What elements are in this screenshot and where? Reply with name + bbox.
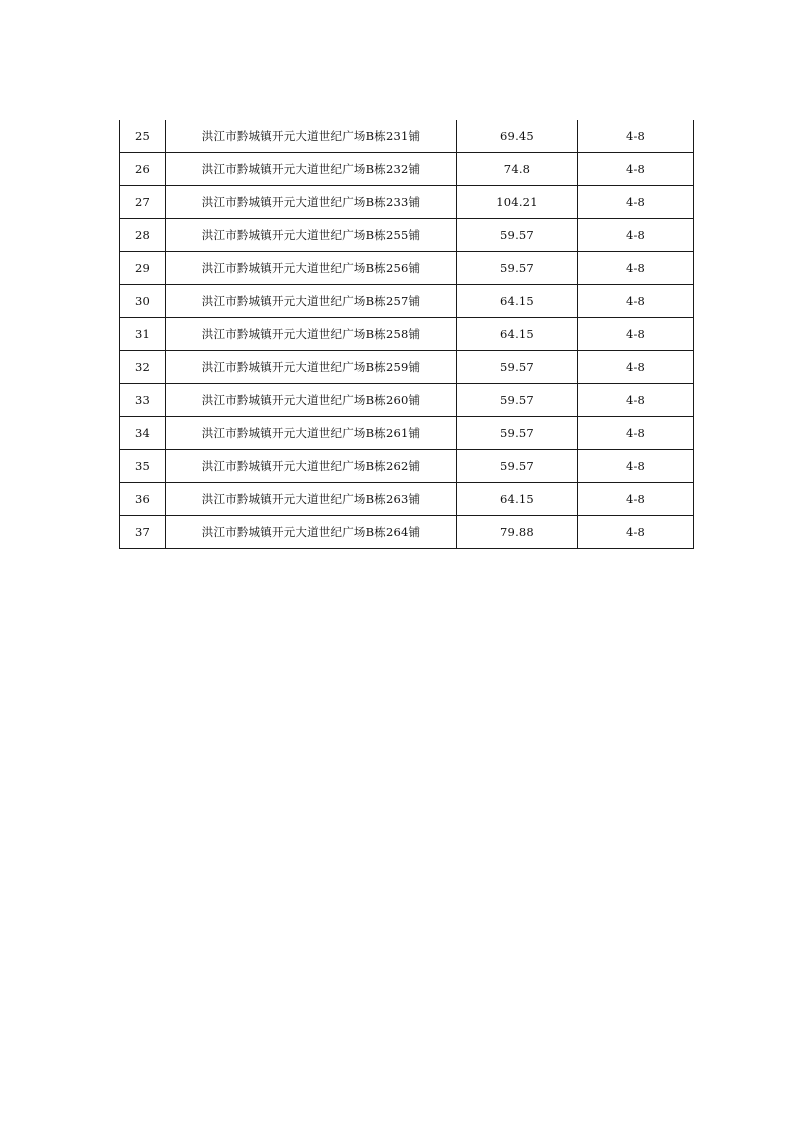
row-number-cell: 32 xyxy=(120,351,166,384)
table-row xyxy=(120,252,694,285)
table-row xyxy=(120,285,694,318)
address-cell: 洪江市黔城镇开元大道世纪广场B栋260铺 xyxy=(166,384,457,417)
row-number-cell: 25 xyxy=(120,120,166,153)
price-cell: 4-8 xyxy=(578,351,694,384)
address-cell: 洪江市黔城镇开元大道世纪广场B栋259铺 xyxy=(166,351,457,384)
price-cell: 4-8 xyxy=(578,120,694,153)
row-number-cell: 29 xyxy=(120,252,166,285)
area-cell: 59.57 xyxy=(457,417,578,450)
price-cell: 4-8 xyxy=(578,219,694,252)
area-cell: 69.45 xyxy=(457,120,578,153)
row-number-cell: 27 xyxy=(120,186,166,219)
address-cell: 洪江市黔城镇开元大道世纪广场B栋258铺 xyxy=(166,318,457,351)
table-row xyxy=(120,219,694,252)
row-number-cell: 31 xyxy=(120,318,166,351)
table-row xyxy=(120,384,694,417)
address-cell: 洪江市黔城镇开元大道世纪广场B栋256铺 xyxy=(166,252,457,285)
area-cell: 59.57 xyxy=(457,351,578,384)
address-cell: 洪江市黔城镇开元大道世纪广场B栋233铺 xyxy=(166,186,457,219)
row-number-cell: 35 xyxy=(120,450,166,483)
table-row xyxy=(120,186,694,219)
price-cell: 4-8 xyxy=(578,516,694,549)
price-cell: 4-8 xyxy=(578,384,694,417)
area-cell: 59.57 xyxy=(457,384,578,417)
price-cell: 4-8 xyxy=(578,450,694,483)
address-cell: 洪江市黔城镇开元大道世纪广场B栋257铺 xyxy=(166,285,457,318)
table-row xyxy=(120,318,694,351)
row-number-cell: 26 xyxy=(120,153,166,186)
price-cell: 4-8 xyxy=(578,252,694,285)
price-cell: 4-8 xyxy=(578,285,694,318)
row-number-cell: 33 xyxy=(120,384,166,417)
row-number-cell: 36 xyxy=(120,483,166,516)
table-row xyxy=(120,483,694,516)
price-cell: 4-8 xyxy=(578,417,694,450)
address-cell: 洪江市黔城镇开元大道世纪广场B栋255铺 xyxy=(166,219,457,252)
table-row xyxy=(120,120,694,153)
table-row xyxy=(120,450,694,483)
shop-listing-body xyxy=(120,120,694,549)
area-cell: 59.57 xyxy=(457,450,578,483)
row-number-cell: 30 xyxy=(120,285,166,318)
address-cell: 洪江市黔城镇开元大道世纪广场B栋232铺 xyxy=(166,153,457,186)
area-cell: 64.15 xyxy=(457,483,578,516)
address-cell: 洪江市黔城镇开元大道世纪广场B栋263铺 xyxy=(166,483,457,516)
price-cell: 4-8 xyxy=(578,483,694,516)
address-cell: 洪江市黔城镇开元大道世纪广场B栋262铺 xyxy=(166,450,457,483)
price-cell: 4-8 xyxy=(578,186,694,219)
row-number-cell: 28 xyxy=(120,219,166,252)
table-row xyxy=(120,351,694,384)
area-cell: 64.15 xyxy=(457,318,578,351)
shop-listing-table xyxy=(119,120,694,549)
area-cell: 79.88 xyxy=(457,516,578,549)
row-number-cell: 34 xyxy=(120,417,166,450)
table-row xyxy=(120,417,694,450)
area-cell: 59.57 xyxy=(457,219,578,252)
area-cell: 59.57 xyxy=(457,252,578,285)
area-cell: 74.8 xyxy=(457,153,578,186)
address-cell: 洪江市黔城镇开元大道世纪广场B栋231铺 xyxy=(166,120,457,153)
table-row xyxy=(120,153,694,186)
address-cell: 洪江市黔城镇开元大道世纪广场B栋264铺 xyxy=(166,516,457,549)
price-cell: 4-8 xyxy=(578,153,694,186)
area-cell: 64.15 xyxy=(457,285,578,318)
address-cell: 洪江市黔城镇开元大道世纪广场B栋261铺 xyxy=(166,417,457,450)
row-number-cell: 37 xyxy=(120,516,166,549)
area-cell: 104.21 xyxy=(457,186,578,219)
price-cell: 4-8 xyxy=(578,318,694,351)
table-row xyxy=(120,516,694,549)
